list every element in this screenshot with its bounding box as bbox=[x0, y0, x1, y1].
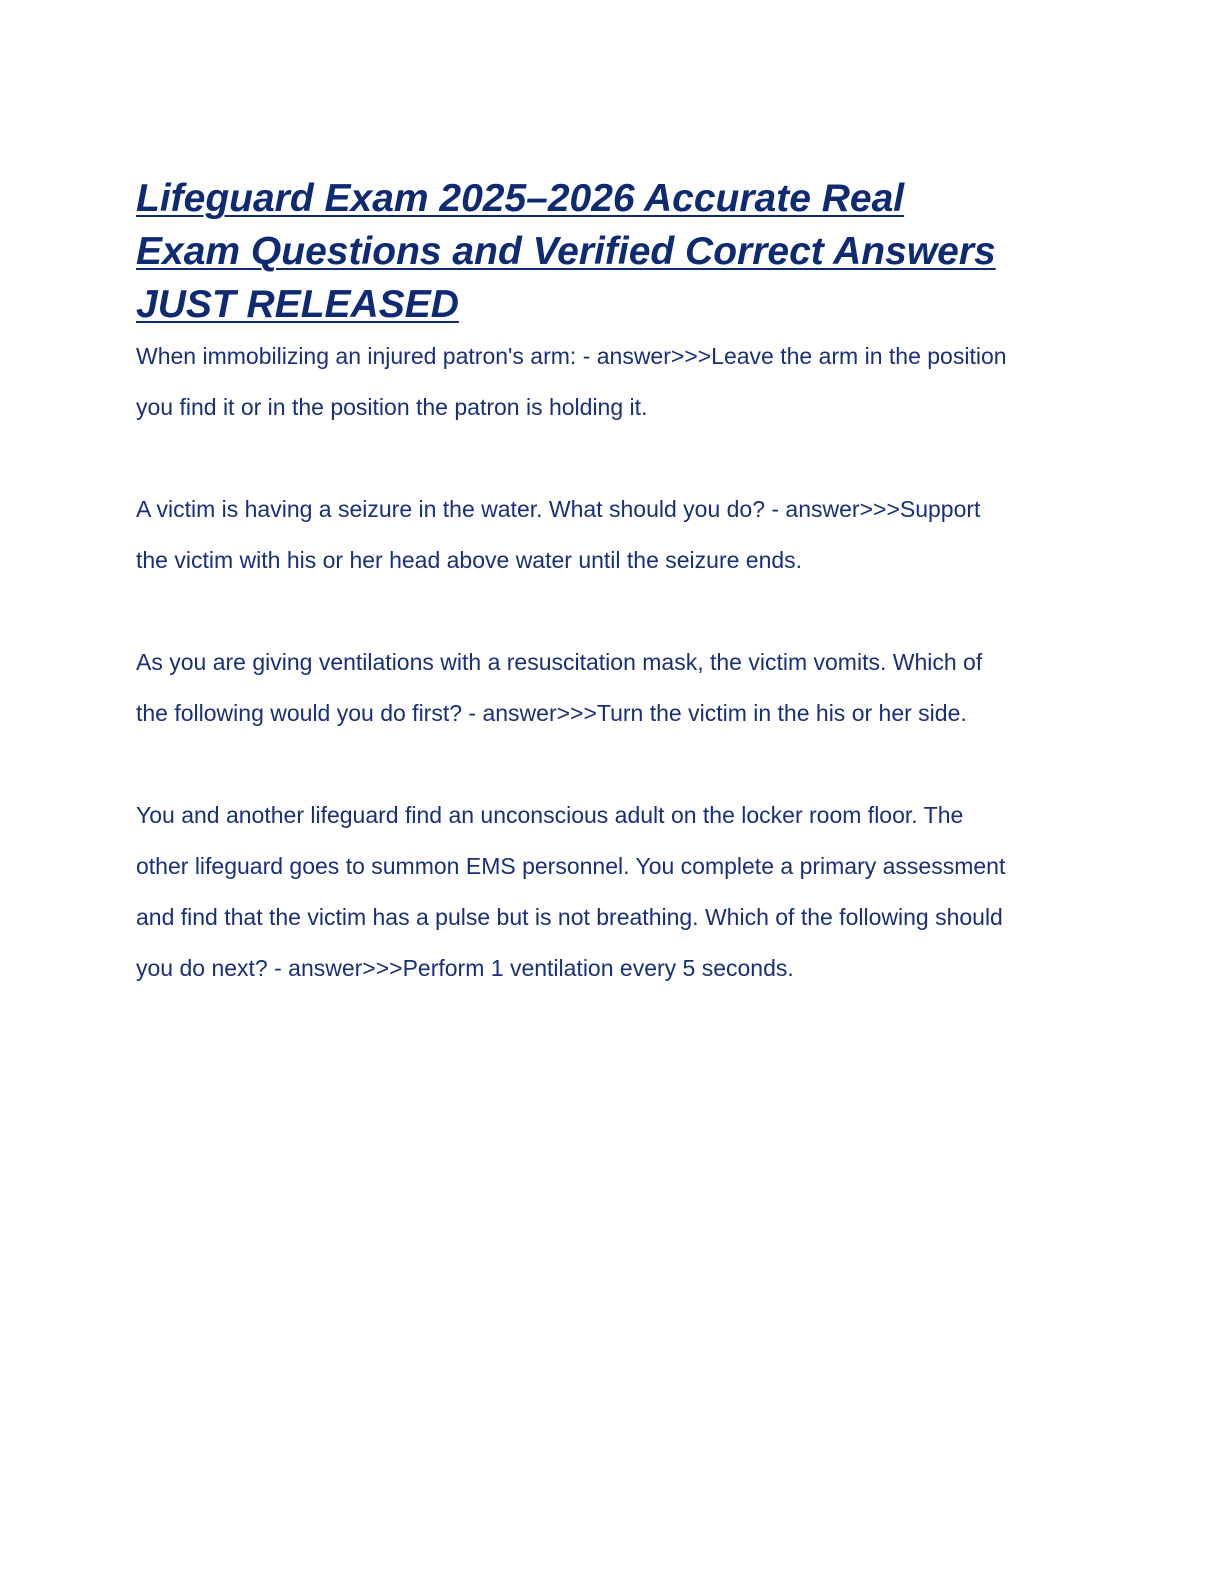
qa-item-vomiting: As you are giving ventilations with a resuscitation mask, the victim vomits. Which of the following would you do first? - answer>>>Turn the victim in the his or her side. bbox=[136, 649, 983, 726]
qa-item-seizure: A victim is having a seizure in the water. What should you do? - answer>>>Support the victim with his or her head above water until the seizure ends. bbox=[136, 496, 981, 573]
qa-item-arm-immobilization: When immobilizing an injured patron's arm: - answer>>>Leave the arm in the position you find it or in the position the patron is holding it. bbox=[136, 343, 1007, 420]
document-body bbox=[136, 172, 1016, 994]
document-title: Lifeguard Exam 2025–2026 Accurate Real Exam Questions and Verified Correct Answers JUST RELEASED bbox=[136, 177, 996, 326]
qa-item-unconscious-adult: You and another lifeguard find an unconscious adult on the locker room floor. The other lifeguard goes to summon EMS personnel. You complete a primary assessment and find that the victim has a pulse but is not breathing. Which of the following should you do next? - answer>>>Perform 1 ventilation every 5 seconds. bbox=[136, 802, 1006, 981]
